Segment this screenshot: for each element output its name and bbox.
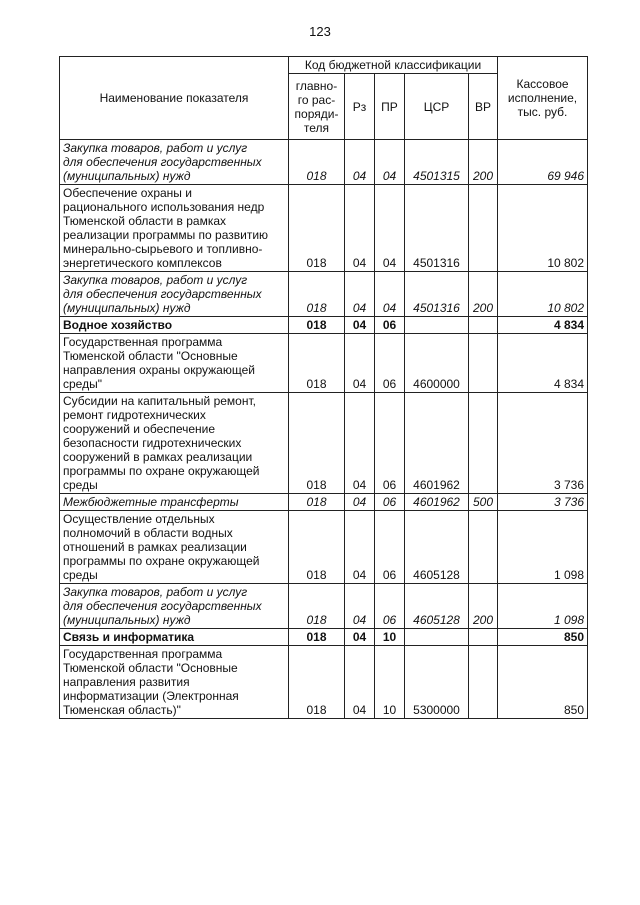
cell-pr: 10 [375, 629, 405, 646]
cell-admin: 018 [289, 511, 345, 584]
table-row [60, 317, 588, 334]
cell-csr: 4501315 [405, 140, 469, 185]
cell-admin: 018 [289, 494, 345, 511]
cell-name: Осуществление отдельных полномочий в области водных отношений в рамках реализации программы по охране окружающей среды [60, 511, 289, 584]
table-row [60, 511, 588, 584]
header-pr: ПР [375, 74, 405, 140]
table-row [60, 334, 588, 393]
cell-amount: 10 802 [498, 185, 588, 272]
cell-csr: 4600000 [405, 334, 469, 393]
cell-pr: 10 [375, 646, 405, 719]
cell-name: Субсидии на капитальный ремонт, ремонт гидротехнических сооружений и обеспечение безопасности гидротехнических сооружений в рамках реализации программы по охране окружающей среды [60, 393, 289, 494]
cell-vr [469, 629, 498, 646]
cell-name: Государственная программа Тюменской области "Основные направления развития информатизации (Электронная Тюменская область)" [60, 646, 289, 719]
cell-amount: 10 802 [498, 272, 588, 317]
page-number: 123 [309, 24, 331, 39]
header-admin: главно- го рас- поряди- теля [289, 74, 345, 140]
table-row [60, 185, 588, 272]
cell-pr: 04 [375, 140, 405, 185]
budget-table [59, 56, 588, 719]
cell-csr [405, 629, 469, 646]
header-rz: Рз [345, 74, 375, 140]
cell-vr [469, 511, 498, 584]
cell-admin: 018 [289, 185, 345, 272]
header-amount: Кассовое исполнение, тыс. руб. [498, 57, 588, 140]
cell-admin: 018 [289, 646, 345, 719]
cell-csr: 4501316 [405, 185, 469, 272]
cell-rz: 04 [345, 629, 375, 646]
header-classification-group: Код бюджетной классификации [289, 57, 498, 74]
table-row [60, 629, 588, 646]
cell-amount: 1 098 [498, 584, 588, 629]
header-name: Наименование показателя [60, 57, 289, 140]
cell-amount: 1 098 [498, 511, 588, 584]
cell-pr: 06 [375, 494, 405, 511]
cell-name: Закупка товаров, работ и услуг для обеспечения государственных (муниципальных) нужд [60, 584, 289, 629]
cell-rz: 04 [345, 185, 375, 272]
cell-rz: 04 [345, 272, 375, 317]
cell-rz: 04 [345, 393, 375, 494]
cell-name: Обеспечение охраны и рационального использования недр Тюменской области в рамках реализации программы по развитию минерально-сырьевого и топливно- энергетического комплексов [60, 185, 289, 272]
cell-pr: 04 [375, 272, 405, 317]
cell-rz: 04 [345, 317, 375, 334]
cell-admin: 018 [289, 334, 345, 393]
cell-vr: 200 [469, 272, 498, 317]
cell-amount: 850 [498, 629, 588, 646]
cell-amount: 4 834 [498, 317, 588, 334]
cell-name: Межбюджетные трансферты [60, 494, 289, 511]
table-row [60, 140, 588, 185]
cell-admin: 018 [289, 272, 345, 317]
cell-name: Закупка товаров, работ и услуг для обеспечения государственных (муниципальных) нужд [60, 272, 289, 317]
cell-rz: 04 [345, 646, 375, 719]
table-row [60, 646, 588, 719]
cell-rz: 04 [345, 584, 375, 629]
cell-amount: 850 [498, 646, 588, 719]
cell-admin: 018 [289, 584, 345, 629]
table-row [60, 494, 588, 511]
cell-amount: 4 834 [498, 334, 588, 393]
cell-pr: 06 [375, 393, 405, 494]
cell-vr: 200 [469, 140, 498, 185]
cell-amount: 69 946 [498, 140, 588, 185]
table-row [60, 272, 588, 317]
cell-pr: 06 [375, 584, 405, 629]
cell-pr: 04 [375, 185, 405, 272]
cell-rz: 04 [345, 334, 375, 393]
header-csr: ЦСР [405, 74, 469, 140]
cell-name: Связь и информатика [60, 629, 289, 646]
cell-csr: 4605128 [405, 584, 469, 629]
cell-admin: 018 [289, 393, 345, 494]
cell-csr: 5300000 [405, 646, 469, 719]
cell-csr: 4605128 [405, 511, 469, 584]
cell-pr: 06 [375, 317, 405, 334]
cell-admin: 018 [289, 140, 345, 185]
cell-name: Водное хозяйство [60, 317, 289, 334]
cell-csr: 4601962 [405, 393, 469, 494]
cell-pr: 06 [375, 511, 405, 584]
cell-admin: 018 [289, 629, 345, 646]
cell-vr: 500 [469, 494, 498, 511]
cell-csr: 4601962 [405, 494, 469, 511]
cell-csr [405, 317, 469, 334]
cell-rz: 04 [345, 511, 375, 584]
cell-csr: 4501316 [405, 272, 469, 317]
cell-name: Государственная программа Тюменской области "Основные направления охраны окружающей среды" [60, 334, 289, 393]
cell-vr [469, 334, 498, 393]
table-row [60, 393, 588, 494]
cell-amount: 3 736 [498, 494, 588, 511]
cell-vr: 200 [469, 584, 498, 629]
header-vr: ВР [469, 74, 498, 140]
cell-rz: 04 [345, 140, 375, 185]
table-body [60, 140, 588, 719]
cell-vr [469, 317, 498, 334]
cell-admin: 018 [289, 317, 345, 334]
table-header [60, 57, 588, 140]
cell-name: Закупка товаров, работ и услуг для обеспечения государственных (муниципальных) нужд [60, 140, 289, 185]
cell-amount: 3 736 [498, 393, 588, 494]
cell-pr: 06 [375, 334, 405, 393]
table-row [60, 584, 588, 629]
cell-vr [469, 393, 498, 494]
cell-vr [469, 185, 498, 272]
cell-rz: 04 [345, 494, 375, 511]
cell-vr [469, 646, 498, 719]
